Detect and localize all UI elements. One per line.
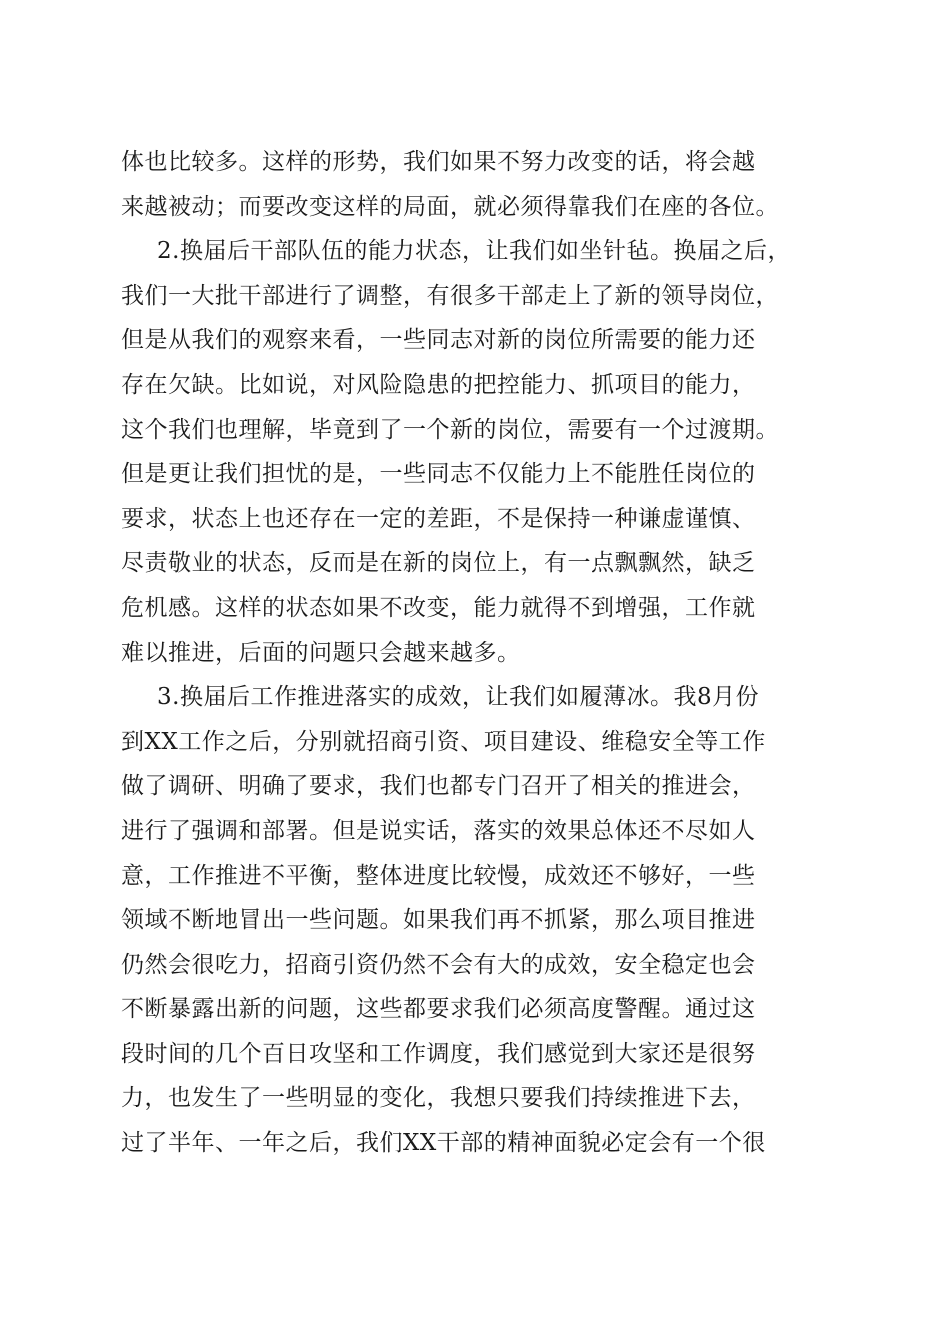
text-line: 难以推进，后面的问题只会越来越多。	[121, 639, 521, 666]
text-line: 3.换届后工作推进落实的成效，让我们如履薄冰。我8月份	[157, 684, 760, 711]
text-line: 意，工作推进不平衡，整体进度比较慢，成效还不够好，一些	[121, 862, 756, 889]
text-line: 但是从我们的观察来看，一些同志对新的岗位所需要的能力还	[121, 327, 756, 354]
text-line: 存在欠缺。比如说，对风险隐患的把控能力、抓项目的能力，	[121, 371, 756, 398]
text-line: 做了调研、明确了要求，我们也都专门召开了相关的推进会，	[121, 773, 756, 800]
text-line: 来越被动；而要改变这样的局面，就必须得靠我们在座的各位。	[121, 193, 779, 220]
text-line: 过了半年、一年之后，我们XX干部的精神面貌必定会有一个很	[121, 1130, 766, 1157]
text-line: 段时间的几个百日攻坚和工作调度，我们感觉到大家还是很努	[121, 1040, 756, 1067]
text-line: 力，也发生了一些明显的变化，我想只要我们持续推进下去，	[121, 1085, 756, 1112]
text-line: 但是更让我们担忧的是，一些同志不仅能力上不能胜任岗位的	[121, 461, 756, 488]
text-line: 这个我们也理解，毕竟到了一个新的岗位，需要有一个过渡期。	[121, 416, 779, 443]
text-line: 尽责敬业的状态，反而是在新的岗位上，有一点飘飘然，缺乏	[121, 550, 756, 577]
text-line: 危机感。这样的状态如果不改变，能力就得不到增强，工作就	[121, 594, 756, 621]
text-line: 不断暴露出新的问题，这些都要求我们必须高度警醒。通过这	[121, 996, 756, 1023]
text-line: 进行了强调和部署。但是说实话，落实的效果总体还不尽如人	[121, 817, 756, 844]
text-line: 仍然会很吃力，招商引资仍然不会有大的成效，安全稳定也会	[121, 951, 756, 978]
text-line: 到XX工作之后，分别就招商引资、项目建设、维稳安全等工作	[121, 728, 766, 755]
text-line: 2.换届后干部队伍的能力状态，让我们如坐针毡。换届之后，	[157, 238, 791, 265]
text-line: 我们一大批干部进行了调整，有很多干部走上了新的领导岗位，	[121, 282, 779, 309]
text-line: 体也比较多。这样的形势，我们如果不努力改变的话，将会越	[121, 149, 756, 175]
body-text	[121, 140, 831, 1166]
text-line: 要求，状态上也还存在一定的差距，不是保持一种谦虚谨慎、	[121, 505, 756, 532]
text-line: 领域不断地冒出一些问题。如果我们再不抓紧，那么项目推进	[121, 907, 756, 934]
